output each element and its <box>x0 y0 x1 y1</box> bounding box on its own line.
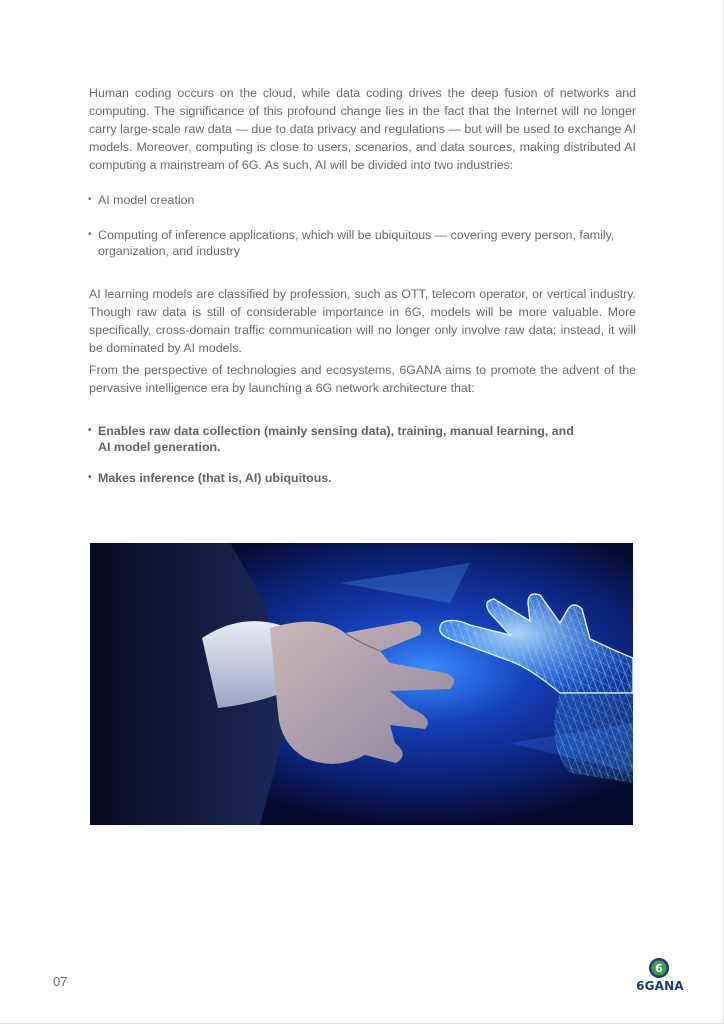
svg-text:6: 6 <box>655 962 663 975</box>
handshake-image <box>90 543 633 825</box>
list-item <box>89 192 636 208</box>
handshake-illustration <box>90 543 633 825</box>
architecture-list <box>89 423 636 486</box>
bullet-icon: • <box>88 194 92 205</box>
list-item <box>89 470 636 486</box>
logo-text: 6GANA <box>636 979 684 993</box>
list-item-text: Enables raw data collection (mainly sensing data), training, manual learning, and AI model generation. <box>98 424 574 454</box>
paragraph-1: Human coding occurs on the cloud, while data coding drives the deep fusion of networks and computing. The significance of this profound change lies in the fact that the Internet will no longer carry large-scale raw data — due to data privacy and regulations — but will be used to exchange AI models. Moreover, computing is close to users, scenarios, and data sources, making distributed AI computing a mainstream of 6G. As such, AI will be divided into two industries: <box>89 86 636 172</box>
paragraph-3: From the perspective of technologies and ecosystems, 6GANA aims to promote the advent of the pervasive intelligence era by launching a 6G network architecture that: <box>89 363 636 395</box>
list-item <box>89 423 636 455</box>
list-item-text: Makes inference (that is, AI) ubiquitous. <box>98 471 332 485</box>
bullet-icon: • <box>88 425 92 436</box>
bullet-icon: • <box>88 472 92 483</box>
list-item-text: AI model creation <box>98 193 195 207</box>
industries-list <box>89 192 636 259</box>
page-number: 07 <box>53 974 68 989</box>
paragraph-2: AI learning models are classified by profession, such as OTT, telecom operator, or vertical industry. Though raw data is still of considerable importance in 6G, models will be more valuable. More specifically, cross-domain traffic communication will no longer only involve raw data; instead, it will be dominated by AI models. <box>89 287 636 355</box>
text-content <box>89 84 636 486</box>
list-item-text: Computing of inference applications, which will be ubiquitous — covering every person, family, organization, and industry <box>98 228 615 258</box>
6gana-logo <box>634 957 686 995</box>
bullet-icon: • <box>88 229 92 240</box>
globe-icon <box>648 957 670 979</box>
list-item <box>89 227 636 259</box>
